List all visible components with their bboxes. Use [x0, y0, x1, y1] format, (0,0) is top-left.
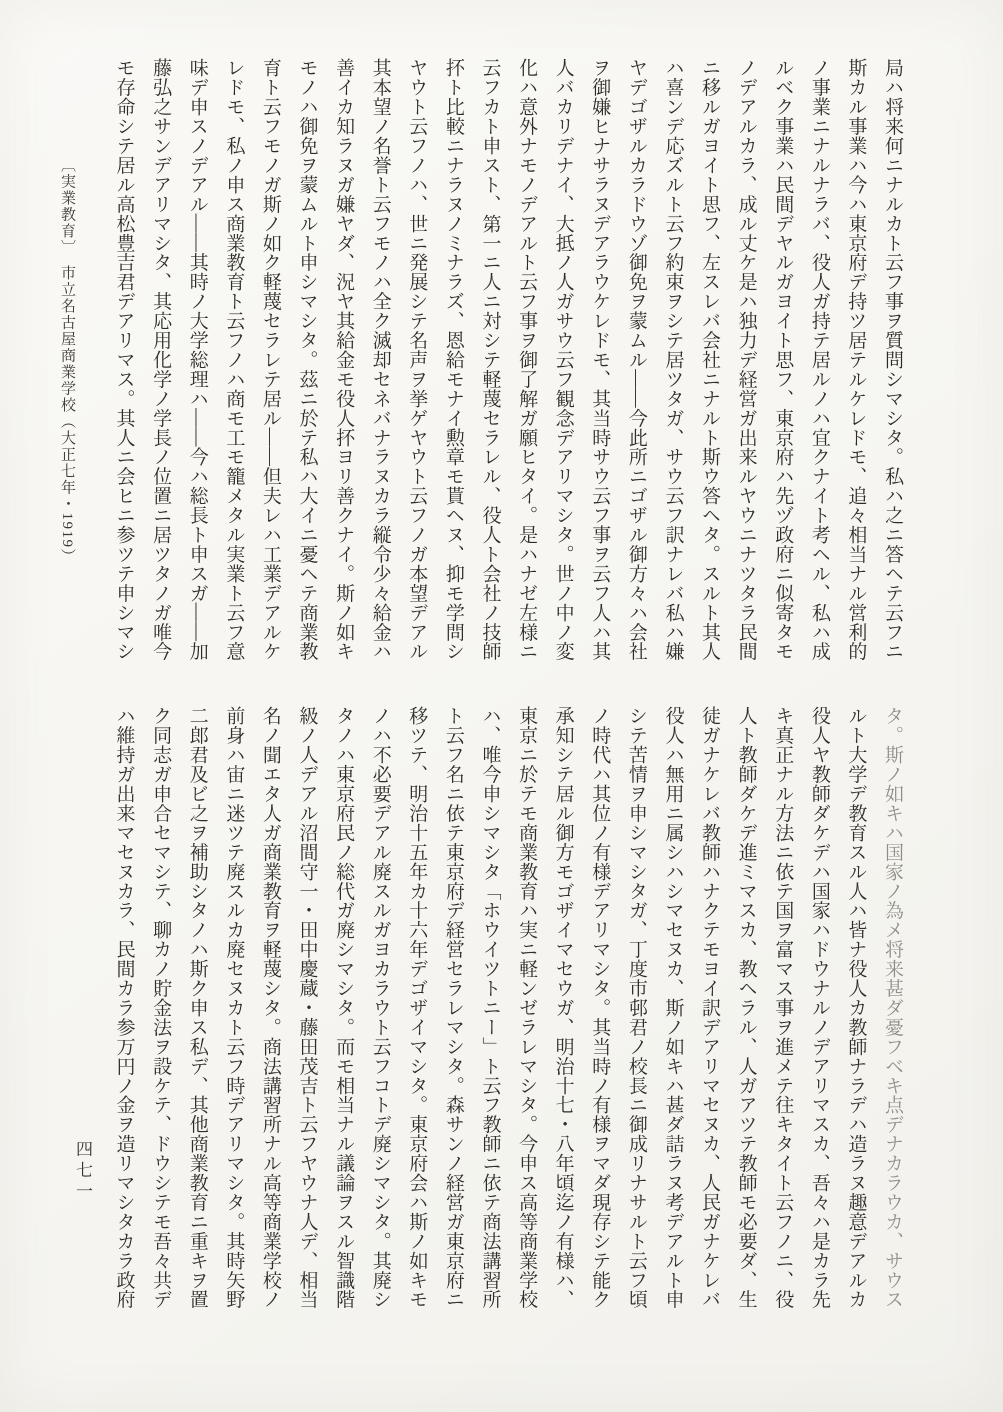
text-column: 名ノ聞エタ人ガ商業教育ヲ軽蔑シタ。商法講習所ナル高等商業学校ノ	[259, 706, 281, 1309]
text-column: ハ喜ンデ応ズルト云フ約束ヲシテ居ツタガ、サウ云フ訳ナレバ私ハ嫌	[662, 58, 684, 661]
text-column: ハ維持ガ出来マセヌカラ、民間カラ参万円ノ金ヲ造リマシタカラ政府	[113, 706, 135, 1309]
text-column: 局ハ将来何ニナルカト云フ事ヲ質問シマシタ。私ハ之ニ答ヘテ云フニ	[882, 58, 903, 661]
text-column: 化ハ意外ナモノデアルト云フ事ヲ御了解ガ願ヒタイ。是ハナゼ左様ニ	[516, 58, 538, 661]
bottom-text-block	[105, 706, 910, 1309]
text-column: ルト大学デ教育スル人ハ皆ナ役人カ教師ナラデハ造ラヌ趣意デアルカ	[845, 706, 867, 1309]
text-column: ノデアルカラ、成ル丈ケ是ハ独力デ経営ガ出来ルヤウニナツタラ民間	[735, 58, 757, 661]
top-text-block	[105, 58, 910, 661]
text-column: ヲ御嫌ヒナサラヌデアラウケレドモ、其当時サウ云フ事ヲ云フ人ハ其	[589, 58, 611, 661]
text-column: ルベク事業ハ民間デヤルガヨイト思フ、東京府ハ先ヅ政府ニ似寄タモ	[772, 58, 794, 661]
text-column: ク同志ガ申合セマシテ、聊カノ貯金法ヲ設ケテ、ドウシテモ吾々共デ	[150, 706, 172, 1309]
text-column: モノハ御免ヲ蒙ムルト申シマシタ。茲ニ於テ私ハ大イニ憂ヘテ商業教	[296, 58, 318, 661]
text-column: タノハ東京府民ノ総代ガ廃シマシタ。而モ相当ナル議論ヲスル智識階	[333, 706, 355, 1309]
page-number: 四七一	[73, 1140, 92, 1203]
text-column: 育ト云フモノガ斯ノ如ク軽蔑セラレテ居ル――但夫レハ工業デアルケ	[259, 58, 281, 661]
text-column: ヤウト云フノハ、世ニ発展シテ名声ヲ挙ゲヤウト云フノガ本望デアル	[406, 58, 428, 661]
text-column: 善イカ知ラヌガ嫌ヤダ、況ヤ其給金モ役人抔ヨリ善クナイ。斯ノ如キ	[333, 58, 355, 661]
text-column: 級ノ人デアル沼間守一・田中慶蔵・藤田茂吉ト云フヤウナ人デ、相当	[296, 706, 318, 1309]
text-column: モ存命シテ居ル高松豊吉君デアリマス。其人ニ会ヒニ参ツテ申シマシ	[113, 58, 135, 661]
text-column: 藤弘之サンデアリマシタ、其応用化学ノ学長ノ位置ニ居ツタノガ唯今	[150, 58, 172, 661]
text-column: 斯カル事業ハ今ハ東京府デ持ツ居テルケレドモ、追々相当ナル営利的	[845, 58, 867, 661]
text-column: 味デ申スノデアル――其時ノ大学総理ハ――今ハ総長ト申スガ――加	[186, 58, 208, 661]
text-column: ト云フ名ニ依テ東京府デ経営セラレマシタ。森サンノ経営ガ東京府ニ	[442, 706, 464, 1309]
text-column: 其本望ノ名誉ト云フモノハ全ク滅却セネバナラヌカラ縦令少々給金ハ	[369, 58, 391, 661]
text-column: 東京ニ於テモ商業教育ハ実ニ軽ンゼラレマシタ。今申ス高等商業学校	[516, 706, 538, 1309]
text-column: 云フカト申スト、第一ニ人ニ対シテ軽蔑セラレル、役人ト会社ノ技師	[479, 58, 501, 661]
text-column: レドモ、私ノ申ス商業教育ト云フノハ商モ工モ籠メタル実業ト云フ意	[223, 58, 245, 661]
text-column: 徒ガナケレバ教師ハナクテモヨイ訳デアリマセヌカ、人民ガナケレバ	[699, 706, 721, 1309]
text-column: タ。斯ノ如キハ国家ノ為メ将来甚ダ憂フベキ点デナカラウカ、サウス	[882, 706, 903, 1309]
text-column: キ真正ナル方法ニ依テ国ヲ富マス事ヲ進メテ往キタイト云フノニ、役	[772, 706, 794, 1309]
text-column: ノハ不必要デアル廃スルガヨカラウト云フコトデ廃シマシタ。其廃シ	[369, 706, 391, 1309]
source-citation: 〔実業教育〕 市立名古屋商業学校（大正七年・1919）	[59, 157, 75, 565]
text-column: 人ト教師ダケデ進ミマスカ、教ヘラル、人ガアツテ教師モ必要ダ、生	[735, 706, 757, 1309]
text-column: ニ移ルガヨイト思フ、左スレバ会社ニナルト斯ウ答ヘタ。スルト其人	[699, 58, 721, 661]
text-column: ヤデゴザルカラドウゾ御免ヲ蒙ムル――今此所ニゴザル御方々ハ会社	[625, 58, 647, 661]
text-column: シテ苦情ヲ申シマシタガ、丁度市邨君ノ校長ニ御成リナサルト云フ頃	[625, 706, 647, 1309]
text-column: 役人ハ無用ニ属シハシマセヌカ、斯ノ如キハ甚ダ詰ラヌ考デアルト申	[662, 706, 684, 1309]
text-column: ノ事業ニナルナラバ、役人ガ持テ居ルノハ宜クナイト考ヘル、私ハ成	[808, 58, 830, 661]
text-column: 前身ハ宙ニ迷ツテ廃スルカ廃セヌカト云フ時デアリマシタ。其時矢野	[223, 706, 245, 1309]
text-column: ノ時代ハ其位ノ有様デアリマシタ。其当時ノ有様ヲマダ現存シテ能ク	[589, 706, 611, 1309]
text-column: 承知シテ居ル御方モゴザイマセウガ、明治十七・八年頃迄ノ有様ハ、	[552, 706, 574, 1309]
text-column: 移ツテ、明治十五年カ十六年デゴザイマシタ。東京府会ハ斯ノ如キモ	[406, 706, 428, 1309]
text-column: ハ、唯今申シマシタ「ホウイツトニー」ト云フ教師ニ依テ商法講習所	[479, 706, 501, 1309]
text-column: 抔ト比較ニナラヌノミナラズ、恩給モナイ勲章モ貰ヘヌ、抑モ学問シ	[442, 58, 464, 661]
text-column: 人バカリデナイ、大抵ノ人ガサウ云フ観念デアリマシタ。世ノ中ノ変	[552, 58, 574, 661]
text-column: 役人ヤ教師ダケデハ国家ハドウナルノデアリマスカ、吾々ハ是カラ先	[808, 706, 830, 1309]
text-column: 二郎君及ビ之ヲ補助シタノハ斯ク申ス私デ、其他商業教育ニ重キヲ置	[186, 706, 208, 1309]
